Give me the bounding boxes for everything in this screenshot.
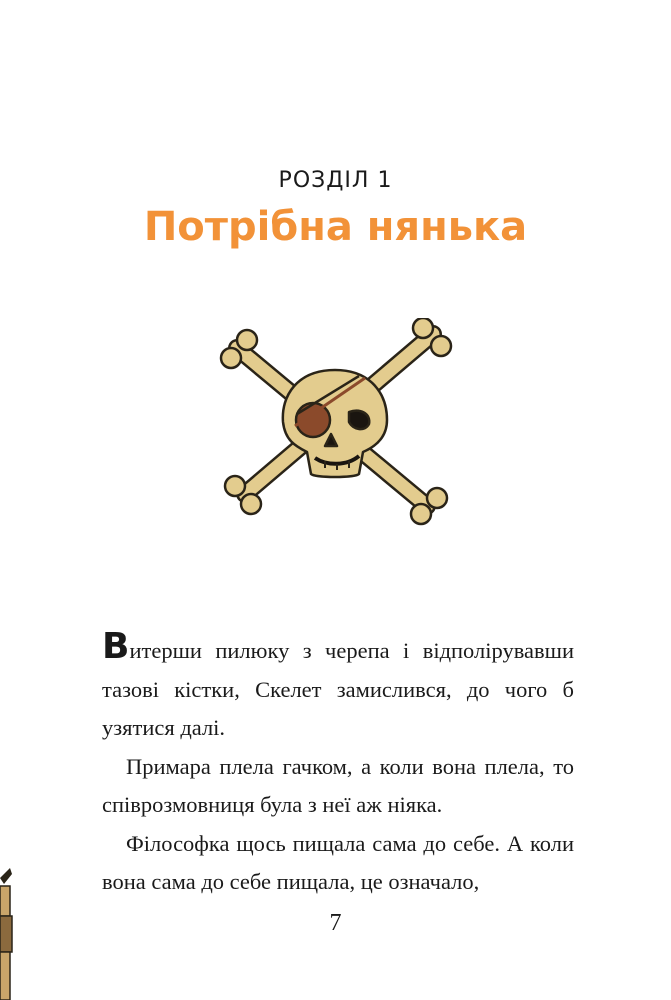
page-number: 7 [329,910,342,936]
edge-illustration-fragment [0,868,16,1000]
body-text [102,626,574,902]
drop-cap: В [102,626,130,667]
paragraph-2: Примара плела гачком, а коли вона плела, то співрозмовниця була з неї аж ніяка. [102,753,574,817]
paragraph-1-text: итерши пилюку з черепа і відполірувавши тазові кістки, Скелет замислився, до чого б узятися далі. [102,638,574,740]
paragraph-3: Філософка щось пищала сама до себе. А коли вона сама до себе пищала, це означало, [102,830,574,894]
chapter-title: Потрібна нянька [143,204,528,250]
paragraph-1 [102,626,574,748]
skull-and-crossbones-icon [215,318,455,528]
chapter-label: РОЗДІЛ 1 [278,168,393,193]
